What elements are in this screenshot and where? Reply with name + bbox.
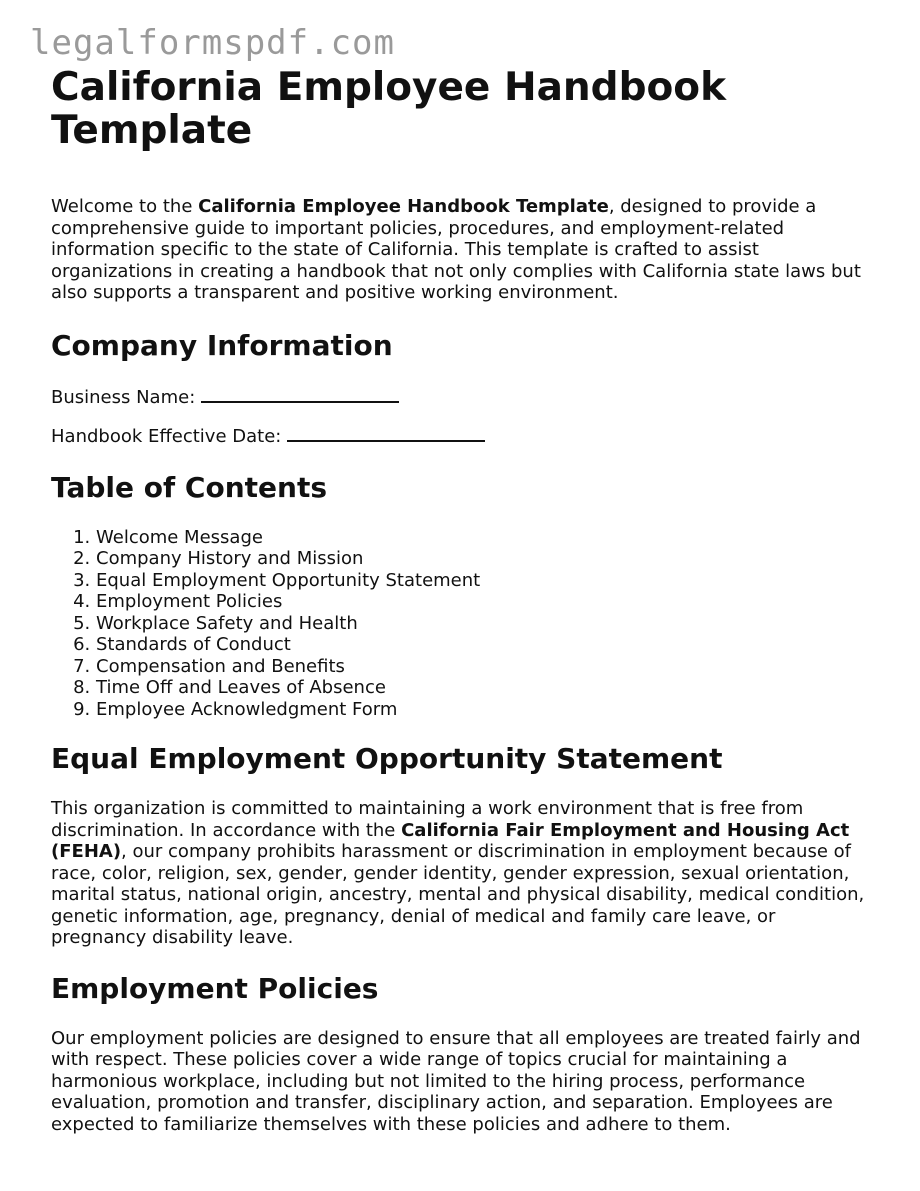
- business-name-label: Business Name:: [51, 386, 196, 408]
- intro-paragraph: [51, 196, 871, 304]
- eeo-paragraph: [51, 798, 871, 949]
- page-title: California Employee Handbook Template: [51, 65, 727, 153]
- intro-text-bold: California Employee Handbook Template: [198, 196, 609, 217]
- toc-item: 3. Equal Employment Opportunity Statement: [96, 570, 871, 592]
- business-name-field: [51, 386, 871, 409]
- effective-date-blank[interactable]: [287, 425, 485, 442]
- document-body: [51, 66, 871, 1135]
- eeo-heading: Equal Employment Opportunity Statement: [51, 742, 723, 775]
- eeo-text-bold: California Fair Employment and Housing Act (FEHA): [51, 819, 850, 862]
- intro-text-pre: Welcome to the: [51, 196, 199, 217]
- toc-heading: Table of Contents: [51, 470, 328, 504]
- eeo-text-pre: This organization is committed to maintaining a work environment that is free from discrimination. In accordance with the: [51, 798, 804, 841]
- policies-heading: Employment Policies: [51, 971, 379, 1005]
- eeo-text-post: , our company prohibits harassment or discrimination in employment because of race, color, religion, sex, gender, gender identity, gender expression, sexual orientation, marital status, national origin, ancestry, mental and physical disability, medical condition, genetic information, age, pregnancy, denial of medical and family care leave, or pregnancy disability leave.: [51, 841, 865, 948]
- business-name-blank[interactable]: [201, 386, 399, 403]
- toc-item: 5. Workplace Safety and Health: [96, 613, 871, 635]
- effective-date-label: Handbook Effective Date:: [51, 426, 282, 447]
- toc-item: 9. Employee Acknowledgment Form: [96, 699, 871, 721]
- toc-item: 1. Welcome Message: [96, 527, 871, 549]
- toc-item: 8. Time Off and Leaves of Absence: [96, 677, 871, 699]
- company-info-heading: Company Information: [51, 328, 393, 362]
- toc-list: [51, 527, 871, 721]
- toc-item: 6. Standards of Conduct: [96, 634, 871, 656]
- toc-item: 2. Company History and Mission: [96, 548, 871, 570]
- toc-item: 7. Compensation and Benefits: [96, 656, 871, 678]
- intro-text-post: , designed to provide a comprehensive guide to important policies, procedures, and employment-related information specific to the state of California. This template is crafted to assist organizations in creating a handbook that not only complies with California state laws but also supports a transparent and positive working environment.: [51, 196, 861, 303]
- watermark-text: legalformspdf.com: [30, 23, 395, 63]
- policies-paragraph: Our employment policies are designed to ensure that all employees are treated fairly and with respect. These policies cover a wide range of topics crucial for maintaining a harmonious workplace, including but not limited to the hiring process, performance evaluation, promotion and transfer, disciplinary action, and separation. Employees are expected to familiarize themselves with these policies and adhere to them.: [51, 1027, 861, 1135]
- toc-item: 4. Employment Policies: [96, 591, 871, 613]
- effective-date-field: [51, 425, 871, 448]
